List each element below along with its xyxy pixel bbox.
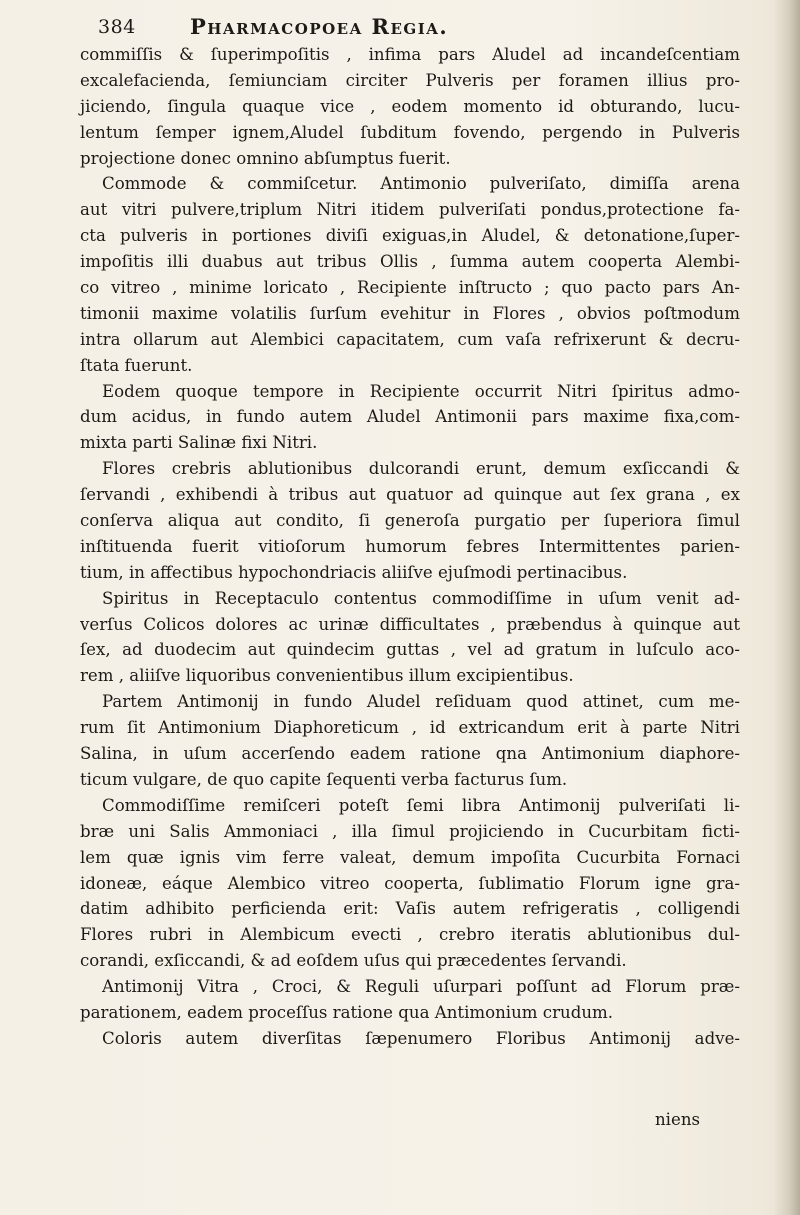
text-line: Commodiſſime remiſceri poteſt ſemi libra Antimonij pulveriſati li- bbox=[102, 795, 740, 815]
text-line: intra ollarum aut Alembici capacitatem, cum vaſa refrixerunt & decru- bbox=[80, 329, 740, 349]
text-line: ſtata fuerunt. bbox=[80, 355, 193, 375]
text-line: mixta parti Salinæ fixi Nitri. bbox=[80, 433, 318, 453]
text-line: Salina, in uſum accerſendo eadem ratione qna Antimonium diaphore- bbox=[80, 744, 740, 764]
text-line: Flores crebris ablutionibus dulcorandi erunt, demum exſiccandi & bbox=[102, 459, 740, 479]
text-line: rem , aliiſve liquoribus convenientibus illum excipientibus. bbox=[80, 666, 574, 686]
text-line: parationem, eadem proceſſus ratione qua Antimonium crudum. bbox=[80, 1002, 614, 1022]
text-line: Partem Antimonij in fundo Aludel reſiduam quod attinet, cum me- bbox=[102, 692, 740, 712]
text-line: datim adhibito perficienda erit: Vaſis autem refrigeratis , colligendi bbox=[80, 899, 740, 919]
text-line: idoneæ, eáque Alembico vitreo cooperta, ſublimatio Florum igne gra- bbox=[80, 873, 740, 893]
text-line: Commode & commiſcetur. Antimonio pulveriſato, dimiſſa arena bbox=[102, 174, 740, 194]
text-line: aut vitri pulvere,triplum Nitri itidem pulveriſati pondus,protectione fa- bbox=[80, 200, 740, 220]
text-line: corandi, exſiccandi, & ad eoſdem uſus qui præcedentes ſervandi. bbox=[80, 951, 627, 971]
text-line: impoſitis illi duabus aut tribus Ollis , ſumma autem cooperta Alembi- bbox=[80, 252, 740, 272]
text-line: bræ uni Salis Ammoniaci , illa ſimul projiciendo in Cucurbitam ficti- bbox=[80, 821, 740, 841]
text-line: timonii maxime volatilis ſurſum evehitur in Flores , obvios poſtmodum bbox=[80, 303, 740, 323]
text-line: Spiritus in Receptaculo contentus commodiſſime in uſum venit ad- bbox=[102, 588, 740, 608]
text-line: conſerva aliqua aut condito, ſi generoſa purgatio per ſuperiora ſimul bbox=[80, 511, 740, 531]
body-text bbox=[80, 42, 740, 1052]
text-line: jiciendo, ſingula quaque vice , eodem momento id obturando, lucu- bbox=[80, 96, 740, 116]
text-line: Eodem quoque tempore in Recipiente occurrit Nitri ſpiritus admo- bbox=[102, 381, 740, 401]
running-title: Pharmacopoea Regia. bbox=[190, 14, 449, 39]
text-line: rum ſit Antimonium Diaphoreticum , id extricandum erit à parte Nitri bbox=[80, 718, 740, 738]
text-line: inſtituenda fuerit vitioſorum humorum febres Intermittentes parien- bbox=[80, 536, 740, 556]
catchword: niens bbox=[655, 1110, 701, 1129]
text-line: verſus Colicos dolores ac urinæ difficultates , præbendus à quinque aut bbox=[80, 614, 740, 634]
text-line: lentum ſemper ignem,Aludel ſubditum fovendo, pergendo in Pulveris bbox=[80, 122, 740, 142]
page-number: 384 bbox=[98, 16, 136, 38]
text-line: Flores rubri in Alembicum evecti , crebro iteratis ablutionibus dul- bbox=[80, 925, 740, 945]
text-line: ſex, ad duodecim aut quindecim guttas , vel ad gratum in luſculo aco- bbox=[80, 640, 740, 660]
text-line: Coloris autem diverſitas ſæpenumero Floribus Antimonij adve- bbox=[102, 1028, 740, 1048]
text-line: ſervandi , exhibendi à tribus aut quatuor ad quinque aut ſex grana , ex bbox=[80, 485, 740, 505]
text-line: commiſſis & ſuperimpoſitis , infima pars Aludel ad incandeſcentiam bbox=[80, 45, 740, 64]
page-header bbox=[98, 14, 708, 40]
text-line: tium, in affectibus hypochondriacis aliiſve ejuſmodi pertinacibus. bbox=[80, 562, 628, 582]
text-line: projectione donec omnino abſumptus fuerit. bbox=[80, 148, 451, 168]
page-edge-shadow bbox=[774, 0, 800, 1215]
text-line: ticum vulgare, de quo capite ſequenti verba facturus ſum. bbox=[80, 769, 568, 789]
text-line: cta pulveris in portiones diviſi exiguas,in Aludel, & detonatione,ſuper- bbox=[80, 226, 740, 246]
text-line: co vitreo , minime loricato , Recipiente inſtructo ; quo pacto pars An- bbox=[80, 278, 740, 298]
text-line: dum acidus, in fundo autem Aludel Antimonii pars maxime fixa,com- bbox=[80, 407, 740, 427]
text-line: Antimonij Vitra , Croci, & Reguli uſurpari poſſunt ad Florum præ- bbox=[102, 977, 740, 997]
text-line: excalefacienda, ſemiunciam circiter Pulveris per foramen illius pro- bbox=[80, 70, 740, 90]
text-line: lem quæ ignis vim ferre valeat, demum impoſita Cucurbita Fornaci bbox=[80, 847, 740, 867]
